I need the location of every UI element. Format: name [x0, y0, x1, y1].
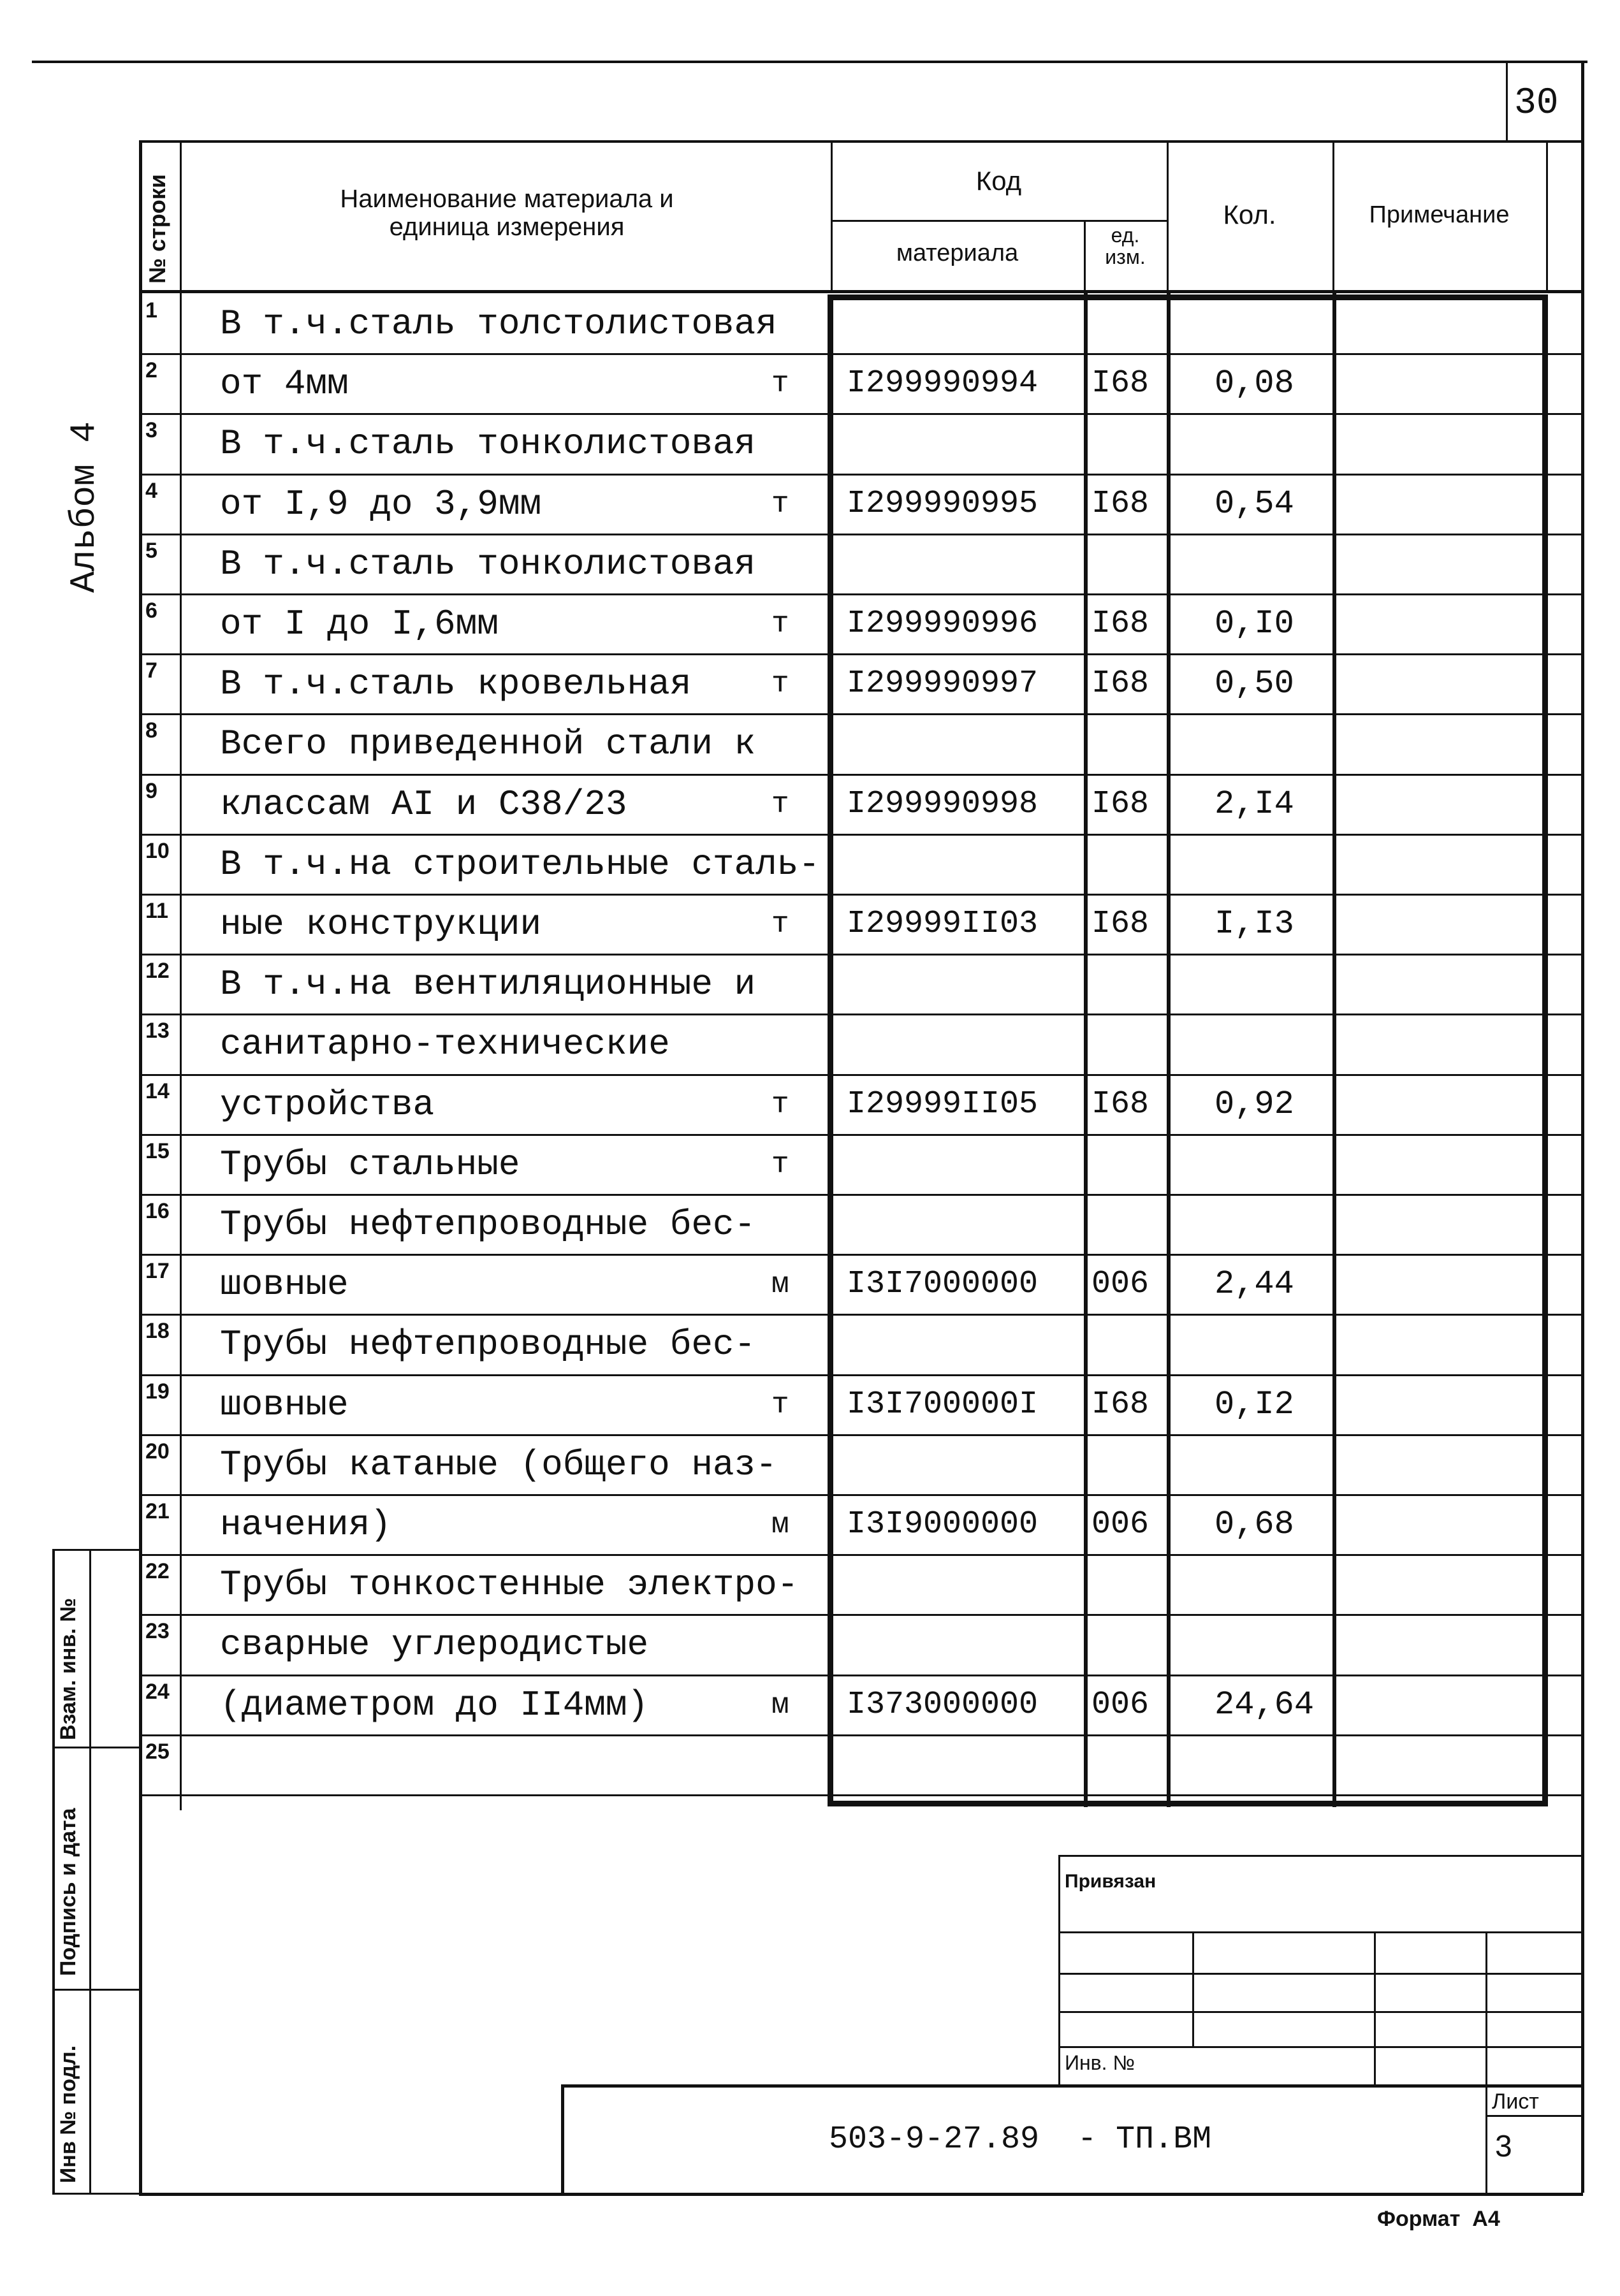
row-ed: 006 [1091, 1266, 1149, 1303]
row-ed: 006 [1091, 1686, 1149, 1723]
row-code: I29999II03 [847, 906, 1039, 942]
row-name: от 4мм [220, 363, 349, 405]
row-name: В т.ч.сталь толстолистовая [220, 303, 777, 344]
row-ed: 006 [1091, 1506, 1149, 1543]
top-border-line [32, 61, 1587, 63]
row-unit: т [771, 908, 789, 941]
frame-right [1581, 61, 1584, 2193]
page-number-box-left [1506, 61, 1508, 140]
row-name: шовные [220, 1384, 349, 1425]
row-number: 22 [145, 1559, 170, 1584]
row-name: от I до I,6мм [220, 604, 499, 644]
row-number: 5 [145, 538, 157, 563]
stamp-col1 [1192, 1931, 1194, 2046]
row-name: В т.ч.сталь тонколистовая [220, 543, 756, 585]
row-name: В т.ч.на вентиляционные и [220, 964, 756, 1005]
side-inv-podl: Инв № подл. [56, 2045, 80, 2183]
row-qty: 2,I4 [1215, 785, 1294, 823]
header-top [139, 140, 1583, 143]
row-name: от I,9 до 3,9мм [220, 483, 542, 525]
row-unit: м [771, 1268, 789, 1302]
stamp-line4 [1058, 2046, 1581, 2048]
stamp-privyazan: Привязан [1065, 1871, 1157, 1892]
row-qty: 0,54 [1215, 484, 1294, 523]
stamp-line1 [1058, 1931, 1581, 1933]
doc-code: 503-9-27.89 - ТП.ВМ [829, 2121, 1212, 2158]
row-code: I29999II05 [847, 1086, 1039, 1123]
sheet-sep [1485, 2115, 1581, 2117]
row-ed: I68 [1091, 1386, 1149, 1423]
row-ed: I68 [1091, 785, 1149, 822]
stamp-line3 [1058, 2011, 1581, 2013]
row-code: I299990995 [847, 485, 1039, 522]
row-qty: 0,I2 [1215, 1385, 1294, 1423]
row-unit: т [771, 667, 789, 701]
row-number: 20 [145, 1439, 170, 1464]
side-podpis: Подпись и дата [56, 1808, 80, 1976]
row-name: санитарно-технические [220, 1024, 670, 1065]
row-name: Трубы стальные [220, 1144, 520, 1185]
row-qty: 0,68 [1215, 1506, 1294, 1543]
header-row-no: № строки [144, 174, 170, 284]
row-code: I299990996 [847, 606, 1039, 642]
row-number: 12 [145, 959, 170, 984]
side-vzam-inv: Взам. инв. № [56, 1597, 80, 1740]
header-code: Код [975, 166, 1022, 196]
row-qty: 0,I0 [1215, 605, 1294, 643]
row-name: шовные [220, 1264, 349, 1305]
row-name: В т.ч.сталь тонколистовая [220, 423, 756, 465]
row-number: 16 [145, 1199, 170, 1223]
sheet-number: 3 [1495, 2130, 1512, 2163]
row-name: Трубы тонкостенные электро- [220, 1564, 799, 1606]
row-qty: 0,08 [1215, 365, 1294, 403]
title-block-left [561, 2084, 564, 2193]
page-number: 30 [1514, 83, 1559, 124]
row-name: ные конструкции [220, 904, 542, 945]
stamp-col2 [1374, 1931, 1376, 2084]
row-number: 4 [145, 478, 157, 503]
side-stamp-inner [89, 1549, 91, 2193]
row-name: В т.ч.сталь кровельная [220, 664, 692, 705]
header-code-unit: ед. изм. [1105, 224, 1146, 268]
row-number: 19 [145, 1379, 170, 1404]
side-stamp-sep1 [52, 1747, 142, 1748]
header-code-material: материала [896, 240, 1019, 266]
row-number: 18 [145, 1319, 170, 1344]
row-unit: т [771, 607, 789, 641]
row-number: 9 [145, 778, 157, 803]
row-number: 6 [145, 599, 157, 623]
row-number: 24 [145, 1679, 170, 1704]
col-sep-name-hdr [831, 140, 833, 293]
header-note: Примечание [1369, 201, 1510, 228]
row-name: начения) [220, 1504, 391, 1545]
row-number: 21 [145, 1499, 170, 1523]
row-name: Трубы катаные (общего наз- [220, 1444, 777, 1485]
stamp-inv-no: Инв. № [1065, 2051, 1135, 2074]
row-ed: I68 [1091, 606, 1149, 642]
row-qty: 0,92 [1215, 1085, 1294, 1123]
row-code: I3I700000I [847, 1386, 1039, 1423]
stamp-col3 [1485, 1931, 1487, 2193]
row-number: 15 [145, 1138, 170, 1163]
row-unit: т [771, 367, 789, 401]
row-number: 14 [145, 1079, 170, 1103]
col-sep-rownum [180, 140, 182, 1810]
row-qty: 0,50 [1215, 665, 1294, 703]
row-number: 11 [145, 899, 168, 923]
row-unit: т [771, 787, 789, 821]
row-code: I3I7000000 [847, 1266, 1039, 1303]
row-unit: т [771, 1147, 789, 1181]
row-name: сварные углеродистые [220, 1624, 649, 1666]
row-ed: I68 [1091, 365, 1149, 402]
row-number: 25 [145, 1739, 170, 1764]
row-number: 23 [145, 1619, 170, 1644]
side-stamp-left [52, 1549, 55, 2193]
row-code: I3I9000000 [847, 1506, 1039, 1543]
row-qty: I,I3 [1215, 905, 1294, 943]
row-name: устройства [220, 1084, 435, 1125]
row-number: 2 [145, 358, 157, 383]
row-name: классам AI и С38/23 [220, 783, 627, 825]
row-name: Всего приведенной стали к [220, 723, 756, 765]
row-name: Трубы нефтепроводные бес- [220, 1324, 756, 1365]
row-number: 1 [145, 298, 157, 323]
row-number: 13 [145, 1019, 170, 1043]
header-bottom [139, 290, 1583, 293]
sheet-label: Лист [1492, 2089, 1539, 2114]
row-unit: т [771, 1388, 789, 1421]
row-code: I299990994 [847, 365, 1039, 402]
side-stamp-sep2 [52, 1989, 142, 1991]
header-name: Наименование материала и единица измерения [340, 185, 674, 241]
row-unit: м [771, 1688, 789, 1722]
stamp-line2 [1058, 1973, 1581, 1975]
row-name: (диаметром до II4мм) [220, 1684, 649, 1726]
row-number: 3 [145, 418, 157, 443]
row-qty: 24,64 [1215, 1685, 1315, 1724]
row-code: I373000000 [847, 1686, 1039, 1723]
side-stamp-bottom [52, 2193, 142, 2195]
row-qty: 2,44 [1215, 1265, 1294, 1304]
stamp-left [1058, 1855, 1060, 2084]
row-number: 8 [145, 718, 157, 743]
stamp-top [1058, 1855, 1581, 1857]
row-code: I299990998 [847, 785, 1039, 822]
row-ed: I68 [1091, 1086, 1149, 1123]
row-ed: I68 [1091, 665, 1149, 702]
row-ed: I68 [1091, 906, 1149, 942]
col-sep-note-hdr [1546, 140, 1548, 293]
frame-bottom [139, 2193, 1583, 2196]
row-name: Трубы нефтепроводные бес- [220, 1204, 756, 1245]
row-code: I299990997 [847, 665, 1039, 702]
header-qty: Кол. [1223, 200, 1276, 229]
row-name: В т.ч.на строительные сталь- [220, 843, 820, 885]
row-unit: т [771, 487, 789, 521]
row-unit: т [771, 1087, 789, 1121]
title-block-top [561, 2084, 1581, 2088]
side-stamp-top [52, 1549, 142, 1551]
album-label: Альбом 4 [64, 421, 105, 593]
row-number: 7 [145, 658, 157, 683]
row-unit: м [771, 1508, 789, 1541]
frame-left [139, 140, 142, 2193]
code-subheader-line [831, 220, 1167, 222]
row-number: 10 [145, 838, 170, 863]
data-thick-outline [828, 294, 1548, 1806]
row-number: 17 [145, 1259, 170, 1284]
format-label: Формат А4 [1377, 2207, 1500, 2231]
row-ed: I68 [1091, 485, 1149, 522]
